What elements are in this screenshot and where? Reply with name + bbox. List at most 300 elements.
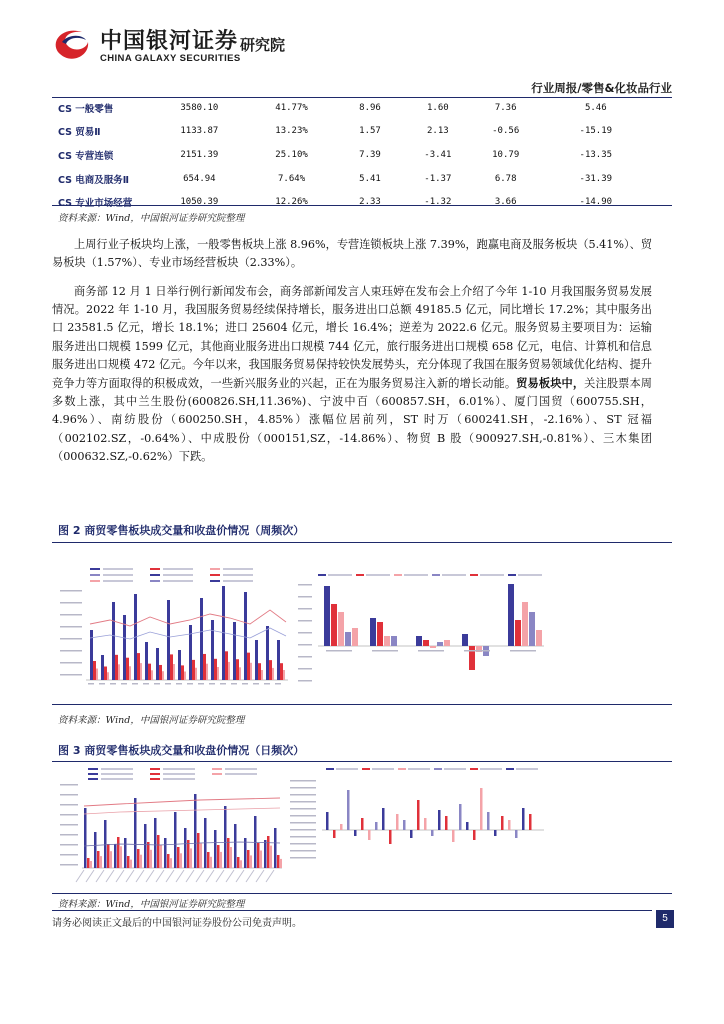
x-tick-stub xyxy=(110,683,116,685)
amount-bar xyxy=(203,654,206,680)
y-tick-stub xyxy=(60,844,78,846)
cell-value: 654.94 xyxy=(183,173,216,184)
legend-swatch xyxy=(210,568,220,570)
cell-value: -31.39 xyxy=(579,173,613,184)
x-tick-stub xyxy=(132,683,138,685)
category-label-stub xyxy=(464,650,490,652)
ratio-bar xyxy=(206,664,208,680)
amount-bar xyxy=(197,833,200,868)
ratio-bar xyxy=(250,855,252,868)
legend-swatch xyxy=(88,773,98,775)
ratio-bar xyxy=(260,851,262,869)
legend-swatch xyxy=(356,574,364,576)
x-tick-stub xyxy=(220,683,226,685)
ratio-bar xyxy=(130,860,132,868)
category-label-stub xyxy=(372,650,398,652)
volume-bar xyxy=(184,828,187,868)
legend-swatch xyxy=(398,768,406,770)
x-tick-stub xyxy=(186,870,194,882)
return-bar xyxy=(361,818,364,830)
volume-bar xyxy=(244,592,247,680)
table-bottom-rule xyxy=(52,205,672,206)
cell-value: 7.36 xyxy=(494,102,517,113)
y-tick-stub xyxy=(60,590,82,592)
return-bar xyxy=(522,808,525,830)
price-line xyxy=(84,842,280,846)
ratio-bar xyxy=(180,853,182,868)
legend-swatch xyxy=(150,568,160,570)
ratio-bar xyxy=(280,859,282,868)
figure2-weekly-return-chart xyxy=(296,568,548,690)
legend-label-stub xyxy=(163,768,195,770)
y-tick-stub xyxy=(298,632,312,634)
return-bar xyxy=(354,830,357,836)
x-tick-stub xyxy=(264,683,270,685)
category-label-stub xyxy=(326,650,352,652)
x-tick-stub xyxy=(187,683,193,685)
ratio-bar xyxy=(270,846,272,868)
amount-bar xyxy=(269,660,272,680)
institute-name: 研究院 xyxy=(240,36,286,54)
ratio-bar xyxy=(220,852,222,868)
x-tick-stub xyxy=(209,683,215,685)
volume-bar xyxy=(134,798,137,868)
x-tick-stub xyxy=(106,870,114,882)
legend-swatch xyxy=(434,768,442,770)
amount-bar xyxy=(267,836,270,868)
amount-bar xyxy=(104,667,107,681)
amount-bar xyxy=(107,844,110,868)
legend-swatch xyxy=(210,574,220,576)
amount-bar xyxy=(117,837,120,868)
legend-swatch xyxy=(212,773,222,775)
legend-swatch xyxy=(150,768,160,770)
return-bar xyxy=(459,804,462,830)
x-tick-stub xyxy=(166,870,174,882)
volume-bar xyxy=(266,626,269,680)
y-tick-stub xyxy=(60,824,78,826)
price-line xyxy=(90,628,286,639)
return-bar xyxy=(368,830,371,840)
return-bar xyxy=(487,812,490,830)
cell-value: 2151.39 xyxy=(180,149,219,160)
return-bar xyxy=(391,636,397,646)
legend-swatch xyxy=(150,574,160,576)
ratio-bar xyxy=(240,860,242,868)
ratio-bar xyxy=(140,855,142,868)
x-tick-stub xyxy=(226,870,234,882)
legend-swatch xyxy=(90,580,100,582)
amount-bar xyxy=(225,651,228,680)
legend-label-stub xyxy=(408,768,430,770)
paragraph2-lead: 商务部 12 月 1 日举行例行新闻发布会，商务部新闻发言人束珏婷在发布会上介绍了今年 1-10 月我国服务贸易发展情况。2022 年 1-10 月，我国服务贸易经续保持增长，服务进出口总额 49185.5 亿元，同比增长 17.2%；其中服务出口 23581.5 亿元，增长 18.1%；进口 25604 亿元，增长 16.4%；逆差为 2022.6 亿元。服务贸易主要项目为：运输服务进出口规模 1599 亿元，其他商业服务进出口规模 744 亿元，旅行服务进出口规模 658 亿元，电信、计算机和信息服务进出口规模 472 亿元。今年以来，我国服务贸易保持较快发展势头，充分体现了我国在服务贸易领域优化结构、提升竞争力等方面取得的积极成效，一些新兴服务业的兴起，正在为服务贸易注入新的增长动能。 xyxy=(52,285,652,391)
amount-bar xyxy=(192,660,195,680)
logo-english-name: CHINA GALAXY SECURITIES xyxy=(100,53,241,64)
y-tick-stub xyxy=(60,814,78,816)
x-tick-stub xyxy=(196,870,204,882)
cell-value: 7.64% xyxy=(278,173,306,184)
amount-bar xyxy=(247,653,250,680)
y-tick-stub xyxy=(290,801,316,803)
y-tick-stub xyxy=(298,668,312,670)
ratio-bar xyxy=(261,670,263,680)
y-tick-stub xyxy=(298,680,312,682)
figure2-bottom-rule xyxy=(52,704,672,705)
y-tick-stub xyxy=(298,596,312,598)
y-tick-stub xyxy=(298,620,312,622)
return-bar xyxy=(417,800,420,830)
y-tick-stub xyxy=(290,836,316,838)
legend-swatch xyxy=(470,768,478,770)
ratio-bar xyxy=(96,669,98,681)
volume-bar xyxy=(112,602,115,680)
cell-value: -14.90 xyxy=(579,197,613,208)
figure3-title-rule xyxy=(52,761,672,762)
cell-value: 5.41 xyxy=(359,173,381,184)
legend-swatch xyxy=(326,768,334,770)
return-bar xyxy=(480,788,483,830)
table-row xyxy=(52,167,652,191)
volume-bar xyxy=(174,812,177,868)
return-bar xyxy=(333,830,336,838)
y-tick-stub xyxy=(60,614,82,616)
ratio-bar xyxy=(100,856,102,868)
ratio-bar xyxy=(160,845,162,868)
legend-label-stub xyxy=(442,574,466,576)
legend-swatch xyxy=(150,773,160,775)
y-tick-stub xyxy=(60,854,78,856)
return-bar xyxy=(370,618,376,646)
return-bar xyxy=(515,620,521,646)
amount-bar xyxy=(157,835,160,868)
legend-swatch xyxy=(394,574,402,576)
row-name: CS 贸易Ⅱ xyxy=(58,127,101,139)
cell-value: 10.79 xyxy=(492,149,520,160)
legend-swatch xyxy=(90,574,100,576)
amount-bar xyxy=(217,845,220,868)
cell-value: -0.56 xyxy=(492,126,520,137)
category-label-stub xyxy=(418,650,444,652)
x-tick-stub xyxy=(242,683,248,685)
volume-bar xyxy=(233,622,236,680)
legend-label-stub xyxy=(225,768,257,770)
figure3-bottom-rule xyxy=(52,893,672,894)
cell-value: 7.39 xyxy=(359,149,381,160)
amount-bar xyxy=(257,843,260,868)
sector-performance-table xyxy=(52,96,652,214)
amount-bar xyxy=(280,663,283,680)
paragraph1-text: 上周行业子板块均上涨，一般零售板块上涨 8.96%，专营连锁板块上涨 7.39%，跑赢电商及服务板块（5.41%）、贸易板块（1.57%）、专业市场经营板块（2.33%）。 xyxy=(52,238,653,270)
return-bar xyxy=(338,612,344,646)
y-tick-stub xyxy=(60,834,78,836)
volume-bar xyxy=(178,650,181,680)
legend-label-stub xyxy=(372,768,394,770)
return-bar xyxy=(382,808,385,830)
y-tick-stub xyxy=(60,662,82,664)
report-category: 行业周报/零售&化妆品行业 xyxy=(531,81,672,95)
cell-value: 2.33 xyxy=(359,197,381,208)
return-bar xyxy=(396,814,399,830)
category-label-stub xyxy=(510,650,536,652)
legend-label-stub xyxy=(101,778,133,780)
cell-value: -1.37 xyxy=(424,173,452,184)
x-tick-stub xyxy=(246,870,254,882)
return-bar xyxy=(529,612,535,646)
y-tick-stub xyxy=(60,804,78,806)
x-tick-stub xyxy=(146,870,154,882)
ratio-bar xyxy=(228,662,230,680)
x-tick-stub xyxy=(236,870,244,882)
ratio-bar xyxy=(250,663,252,680)
legend-label-stub xyxy=(223,568,253,570)
y-tick-stub xyxy=(60,650,82,652)
volume-bar xyxy=(154,818,157,868)
x-tick-stub xyxy=(143,683,149,685)
ratio-bar xyxy=(190,848,192,868)
ratio-bar xyxy=(140,663,142,680)
ratio-bar xyxy=(110,851,112,868)
ratio-bar xyxy=(230,847,232,868)
amount-bar xyxy=(87,858,90,868)
return-bar xyxy=(375,822,378,830)
cell-value: 1.57 xyxy=(359,126,381,137)
x-tick-stub xyxy=(126,870,134,882)
x-tick-stub xyxy=(156,870,164,882)
price-line xyxy=(84,798,280,806)
ratio-bar xyxy=(150,850,152,868)
y-tick-stub xyxy=(290,780,316,782)
return-bar xyxy=(431,830,434,836)
volume-bar xyxy=(156,648,159,680)
x-tick-stub xyxy=(88,683,94,685)
paragraph2-bold: 贸易板块中， xyxy=(516,376,585,391)
legend-label-stub xyxy=(225,773,257,775)
return-bar xyxy=(403,820,406,830)
x-tick-stub xyxy=(121,683,127,685)
table-row xyxy=(52,120,652,144)
x-tick-stub xyxy=(154,683,160,685)
legend-label-stub xyxy=(444,768,466,770)
figure3-daily-volume-chart xyxy=(60,764,286,890)
ratio-bar xyxy=(107,672,109,680)
cell-value: 1.60 xyxy=(427,102,449,113)
x-tick-stub xyxy=(116,870,124,882)
y-tick-stub xyxy=(60,602,82,604)
legend-label-stub xyxy=(103,580,133,582)
x-tick-stub xyxy=(253,683,259,685)
return-bar xyxy=(438,810,441,830)
return-bar xyxy=(522,602,528,646)
x-tick-stub xyxy=(96,870,104,882)
legend-label-stub xyxy=(480,768,502,770)
cell-value: -13.35 xyxy=(579,149,613,160)
figure2-weekly-volume-chart xyxy=(60,562,292,692)
footer-disclaimer: 请务必阅读正文最后的中国银河证券股份公司免责声明。 xyxy=(52,918,302,929)
volume-bar xyxy=(84,808,87,868)
amount-bar xyxy=(167,854,170,868)
figure3-source: 资料来源：Wind，中国银河证券研究院整理 xyxy=(58,899,245,910)
amount-bar xyxy=(137,849,140,868)
y-tick-stub xyxy=(290,843,316,845)
return-bar xyxy=(345,632,351,646)
y-tick-stub xyxy=(60,638,82,640)
x-tick-stub xyxy=(266,870,274,882)
table-row xyxy=(52,96,652,120)
ratio-bar xyxy=(184,672,186,681)
return-bar xyxy=(430,646,436,648)
amount-bar xyxy=(137,653,140,680)
return-bar xyxy=(352,628,358,646)
x-tick-stub xyxy=(256,870,264,882)
amount-bar xyxy=(115,655,118,680)
volume-bar xyxy=(104,820,107,868)
legend-swatch xyxy=(362,768,370,770)
ratio-bar xyxy=(200,844,202,869)
figure2-source: 资料来源：Wind，中国银河证券研究院整理 xyxy=(58,715,245,726)
ratio-bar xyxy=(129,666,131,680)
return-bar xyxy=(437,642,443,646)
paragraph2-tail: 关注股票本周多数上涨，其中兰生股份(600826.SH,11.36%)、宁波中百（600857.SH，6.01%）、厦门国贸（600755.SH，4.96%）、南纺股份（600250.SH，4.85%）涨幅位居前列，ST 时万（600241.SH，-2.16%）、ST 冠福（002102.SZ，-0.64%）、中成股份（000151,SZ，-14.86%）、物贸 B 股（900927.SH,-0.81%）、三木集团（000632.SZ,-0.62%）下跌。 xyxy=(52,377,652,463)
return-bar xyxy=(452,830,455,842)
legend-label-stub xyxy=(163,778,195,780)
x-tick-stub xyxy=(176,870,184,882)
legend-swatch xyxy=(212,768,222,770)
table-source: 资料来源：Wind，中国银河证券研究院整理 xyxy=(58,213,245,224)
logo-chinese-name: 中国银河证券 xyxy=(100,29,239,54)
y-tick-stub xyxy=(298,608,312,610)
y-tick-stub xyxy=(290,794,316,796)
legend-swatch xyxy=(318,574,326,576)
figure2-title: 图 2 商贸零售板块成交量和收盘价情况（周频次） xyxy=(58,524,305,537)
ratio-bar xyxy=(173,664,175,680)
return-bar xyxy=(384,636,390,646)
figure2-title-rule xyxy=(52,542,672,543)
cell-value: 41.77% xyxy=(275,102,308,113)
y-tick-stub xyxy=(60,864,78,866)
cell-value: 6.78 xyxy=(494,173,517,184)
amount-bar xyxy=(214,659,217,680)
x-tick-stub xyxy=(231,683,237,685)
y-tick-stub xyxy=(290,857,316,859)
legend-label-stub xyxy=(163,574,193,576)
legend-label-stub xyxy=(366,574,390,576)
y-tick-stub xyxy=(290,850,316,852)
x-tick-stub xyxy=(275,683,281,685)
volume-bar xyxy=(167,600,170,680)
volume-bar xyxy=(214,830,217,868)
return-bar xyxy=(326,812,329,830)
x-tick-stub xyxy=(216,870,224,882)
return-bar xyxy=(529,814,532,830)
amount-bar xyxy=(127,856,130,868)
volume-bar xyxy=(145,642,148,680)
y-tick-stub xyxy=(290,808,316,810)
y-tick-stub xyxy=(60,794,78,796)
volume-bar xyxy=(234,824,237,868)
amount-bar xyxy=(236,659,239,680)
volume-bar xyxy=(114,844,117,868)
amount-bar xyxy=(258,663,261,680)
y-tick-stub xyxy=(60,674,82,676)
ratio-bar xyxy=(90,861,92,868)
ratio-bar xyxy=(272,668,274,680)
page-number: 5 xyxy=(656,910,674,928)
return-bar xyxy=(340,824,343,830)
return-bar xyxy=(494,830,497,836)
amount-bar xyxy=(126,658,129,680)
return-bar xyxy=(377,622,383,646)
cell-value: 12.26% xyxy=(275,197,308,208)
legend-swatch xyxy=(150,778,160,780)
row-name: CS 专营连锁 xyxy=(58,150,114,162)
cell-value: 3.66 xyxy=(494,197,517,208)
figure3-daily-return-chart xyxy=(286,764,548,890)
legend-swatch xyxy=(88,778,98,780)
amount-bar xyxy=(177,847,180,868)
legend-swatch xyxy=(508,574,516,576)
ratio-bar xyxy=(151,670,153,680)
legend-label-stub xyxy=(516,768,538,770)
amount-bar xyxy=(277,855,280,868)
y-tick-stub xyxy=(290,829,316,831)
volume-bar xyxy=(211,620,214,680)
x-tick-stub xyxy=(176,683,182,685)
amount-bar xyxy=(187,840,190,868)
legend-swatch xyxy=(150,580,160,582)
amount-bar xyxy=(207,852,210,868)
y-tick-stub xyxy=(298,584,312,586)
legend-label-stub xyxy=(223,580,253,582)
cell-value: 3580.10 xyxy=(180,102,219,113)
ratio-bar xyxy=(283,670,285,680)
volume-bar xyxy=(200,598,203,680)
ratio-bar xyxy=(217,667,219,680)
legend-swatch xyxy=(88,768,98,770)
legend-label-stub xyxy=(163,568,193,570)
return-bar xyxy=(508,820,511,830)
y-tick-stub xyxy=(290,822,316,824)
volume-bar xyxy=(164,838,167,868)
return-bar xyxy=(469,646,475,670)
amount-bar xyxy=(93,661,96,680)
figure3-title: 图 3 商贸零售板块成交量和收盘价情况（日频次） xyxy=(58,744,305,757)
return-bar xyxy=(423,640,429,646)
ratio-bar xyxy=(162,671,164,680)
legend-label-stub xyxy=(480,574,504,576)
amount-bar xyxy=(237,857,240,868)
return-bar xyxy=(424,818,427,830)
y-tick-stub xyxy=(298,656,312,658)
legend-label-stub xyxy=(404,574,428,576)
return-bar xyxy=(324,586,330,646)
legend-swatch xyxy=(210,580,220,582)
return-bar xyxy=(389,830,392,844)
volume-bar xyxy=(264,840,267,868)
cell-value: -1.32 xyxy=(424,197,452,208)
return-bar xyxy=(416,636,422,646)
table-row xyxy=(52,143,652,167)
legend-swatch xyxy=(506,768,514,770)
legend-label-stub xyxy=(103,574,133,576)
ratio-bar xyxy=(118,664,120,680)
return-bar xyxy=(508,584,514,646)
return-bar xyxy=(445,816,448,830)
cell-value: -15.19 xyxy=(579,126,613,137)
volume-bar xyxy=(255,640,258,680)
row-name: CS 一般零售 xyxy=(58,103,114,115)
cell-value: 8.96 xyxy=(359,102,381,113)
volume-bar xyxy=(144,824,147,868)
